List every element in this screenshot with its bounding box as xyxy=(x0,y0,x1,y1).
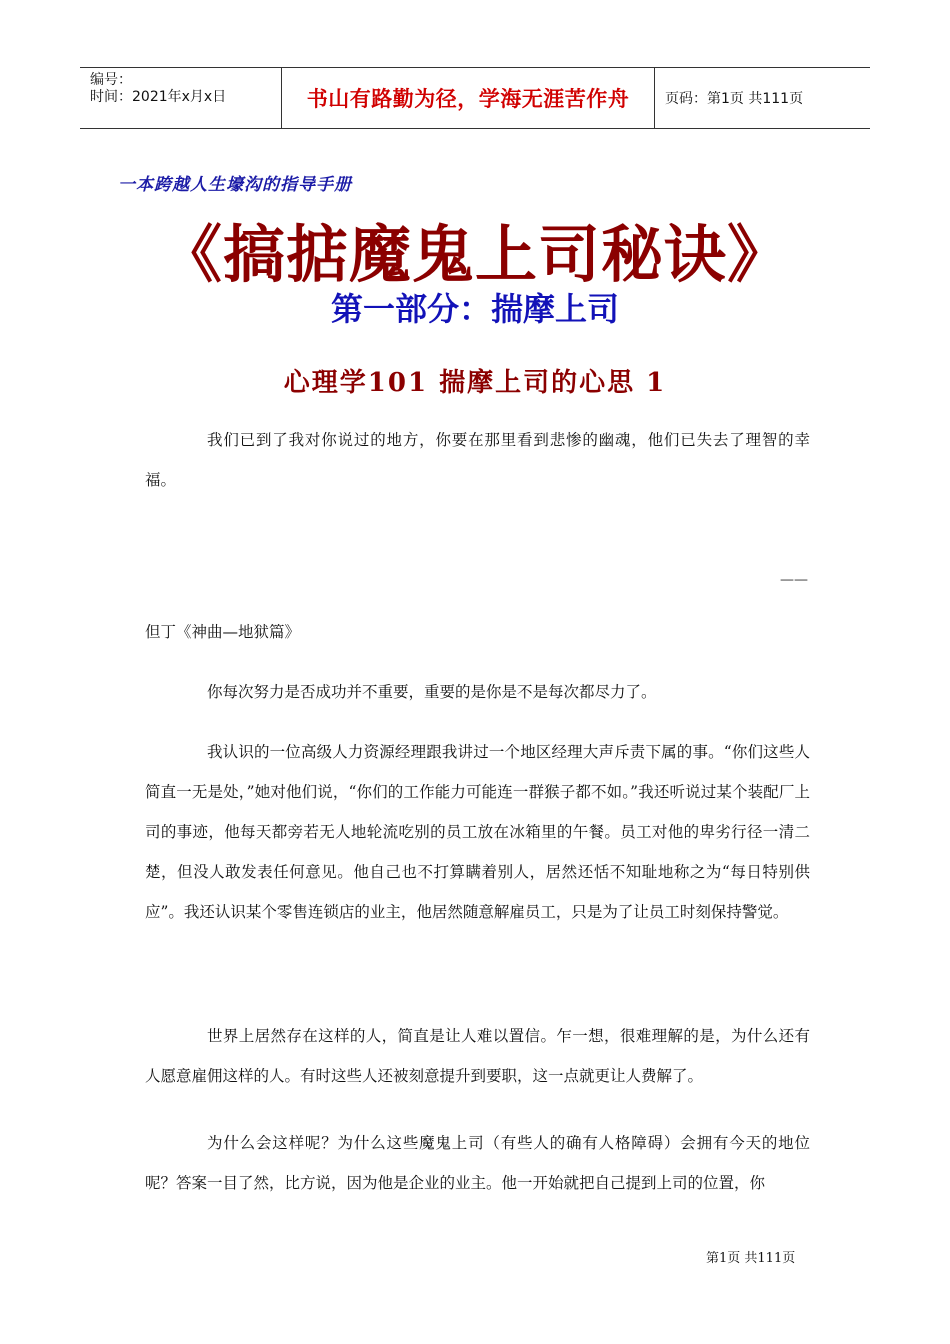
paragraph: 我认识的一位高级人力资源经理跟我讲过一个地区经理大声斥责下属的事。“你们这些人简直一无是处，”她对他们说，“你们的工作能力可能连一群猴子都不如。”我还听说过某个装配厂上司的事迹，他每天都旁若无人地轮流吃别的员工放在冰箱里的午餐。员工对他的卑劣行径一清二楚，但没人敢发表任何意见。他自己也不打算瞒着别人，居然还恬不知耻地称之为“每日特别供应”。我还认识某个零售连锁店的业主，他居然随意解雇员工，只是为了让员工时刻保持警觉。 xyxy=(145,743,810,921)
number-label: 编号： xyxy=(90,72,132,88)
paragraph: 你每次努力是否成功并不重要，重要的是你是不是每次都尽力了。 xyxy=(207,683,657,701)
quote-source: 但丁《神曲—地狱篇》 xyxy=(145,623,301,641)
chapter-title: 心理学101 揣摩上司的心思 1 xyxy=(283,368,667,398)
header-motto: 书山有路勤为径，学海无涯苦作舟 xyxy=(282,68,655,128)
quote-dash: —— xyxy=(780,572,808,588)
date-label: 时间：2021年x月x日 xyxy=(90,89,227,105)
paragraph: 世界上居然存在这样的人，简直是让人难以置信。乍一想，很难理解的是，为什么还有人愿意雇佣这样的人。有时这些人还被刻意提升到要职，这一点就更让人费解了。 xyxy=(145,1027,810,1085)
part-title: 第一部分：揣摩上司 xyxy=(330,290,619,328)
paragraph-epigraph: 我们已到了我对你说过的地方，你要在那里看到悲惨的幽魂，他们已失去了理智的幸福。 xyxy=(145,431,810,489)
header-page-label: 页码：第1页 共111页 xyxy=(665,91,804,107)
document-header xyxy=(80,67,870,129)
paragraph: 为什么会这样呢？为什么这些魔鬼上司（有些人的确有人格障碍）会拥有今天的地位呢？答案一目了然，比方说，因为他是企业的业主。他一开始就把自己提到上司的位置，你 xyxy=(145,1134,810,1192)
header-meta xyxy=(80,68,282,128)
main-title: 《搞掂魔鬼上司秘诀》 xyxy=(159,218,790,291)
tagline: 一本跨越人生壕沟的指导手册 xyxy=(118,175,352,195)
page-footer: 第1页 共111页 xyxy=(706,1251,796,1266)
